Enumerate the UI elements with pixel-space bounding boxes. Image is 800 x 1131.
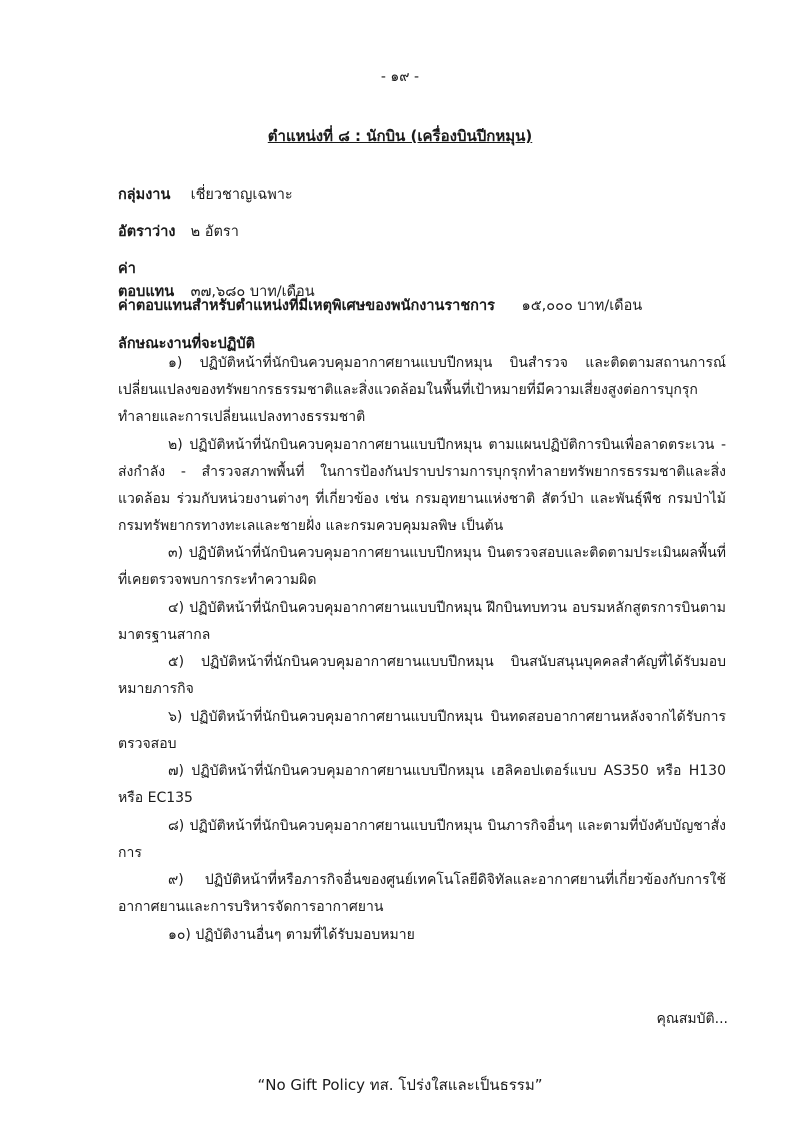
field-label: ค่าตอบแทน (118, 261, 175, 300)
duties-heading: ลักษณะงานที่จะปฏิบัติ (118, 336, 255, 352)
special-compensation (118, 294, 642, 317)
footer-policy: “No Gift Policy ทส. โปร่งใสและเป็นธรรม” (257, 1076, 543, 1094)
special-label: ค่าตอบแทนสำหรับตำแหน่งที่มีเหตุพิเศษของพนักงานราชการ (118, 298, 495, 314)
duty-item: ๘) ปฏิบัติหน้าที่นักบินควบคุมอากาศยานแบบปีกหมุน บินภารกิจอื่นๆ และตามที่บังคับบัญชาสั่งการ (118, 817, 726, 861)
duty-item: ๑๐) ปฏิบัติงานอื่นๆ ตามที่ได้รับมอบหมาย (168, 926, 415, 943)
duty-item: ๕) ปฏิบัติหน้าที่นักบินควบคุมอากาศยานแบบปีกหมุน บินสนับสนุนบุคคลสำคัญที่ได้รับมอบหมายภารกิจ (118, 654, 726, 697)
field-value: ๒ อัตรา (190, 224, 239, 240)
page-number: - ๑๙ - (380, 69, 420, 85)
duties-list (118, 350, 726, 949)
duty-item: ๙) ปฏิบัติหน้าที่หรือภารกิจอื่นของศูนย์เทคโนโลยีดิจิทัลและอากาศยานที่เกี่ยวข้องกับการใช้อากาศยานและการบริหารจัดการอากาศยาน (118, 872, 726, 915)
field-label: กลุ่มงาน (118, 187, 171, 203)
duty-item: ๔) ปฏิบัติหน้าที่นักบินควบคุมอากาศยานแบบปีกหมุน ฝึกบินทบทวน อบรมหลักสูตรการบินตามมาตรฐานสากล (118, 599, 726, 643)
field-value: เชี่ยวชาญเฉพาะ (190, 187, 293, 203)
special-value: ๑๕,๐๐๐ บาท/เดือน (521, 298, 643, 314)
continuation-text: คุณสมบัติ... (656, 1011, 728, 1027)
field-label: อัตราว่าง (118, 224, 176, 240)
field-job-group (118, 183, 293, 206)
field-value: ๓๗,๖๘๐ บาท/เดือน (190, 284, 315, 300)
position-title: ตำแหน่งที่ ๘ : นักบิน (เครื่องบินปีกหมุน) (267, 127, 533, 145)
duty-item: ๑) ปฏิบัติหน้าที่นักบินควบคุมอากาศยานแบบปีกหมุน บินสำรวจ และติดตามสถานการณ์เปลี่ยนแปลงของทรัพยากรธรรมชาติและสิ่งแวดล้อมในพื้นที่เป้าหมายที่มีความเสี่ยงสูงต่อการบุกรุกทำลายและการเปลี่ยนแปลงทางธรรมชาติ (118, 355, 726, 425)
duty-item: ๗) ปฏิบัติหน้าที่นักบินควบคุมอากาศยานแบบปีกหมุน เฮลิคอปเตอร์แบบ AS350 หรือ H130 หรือ EC135 (118, 763, 726, 806)
field-vacancies (118, 220, 239, 243)
duty-item: ๒) ปฏิบัติหน้าที่นักบินควบคุมอากาศยานแบบปีกหมุน ตามแผนปฏิบัติการบินเพื่อลาดตระเวน - ส่งกำลัง - สำรวจสภาพพื้นที่ ในการป้องกันปราบปรามการบุกรุกทำลายทรัพยากรธรรมชาติและสิ่งแวดล้อม ร่วมกับหน่วยงานต่างๆ ที่เกี่ยวข้อง เช่น กรมอุทยานแห่งชาติ สัตว์ป่า และพันธุ์พืช กรมป่าไม้ กรมทรัพยากรทางทะเลและชายฝั่ง และกรมควบคุมมลพิษ เป็นต้น (118, 436, 726, 534)
duty-item: ๖) ปฏิบัติหน้าที่นักบินควบคุมอากาศยานแบบปีกหมุน บินทดสอบอากาศยานหลังจากได้รับการตรวจสอบ (118, 708, 726, 752)
duty-item: ๓) ปฏิบัติหน้าที่นักบินควบคุมอากาศยานแบบปีกหมุน บินตรวจสอบและติดตามประเมินผลพื้นที่ที่เคยตรวจพบการกระทำความผิด (118, 545, 726, 588)
